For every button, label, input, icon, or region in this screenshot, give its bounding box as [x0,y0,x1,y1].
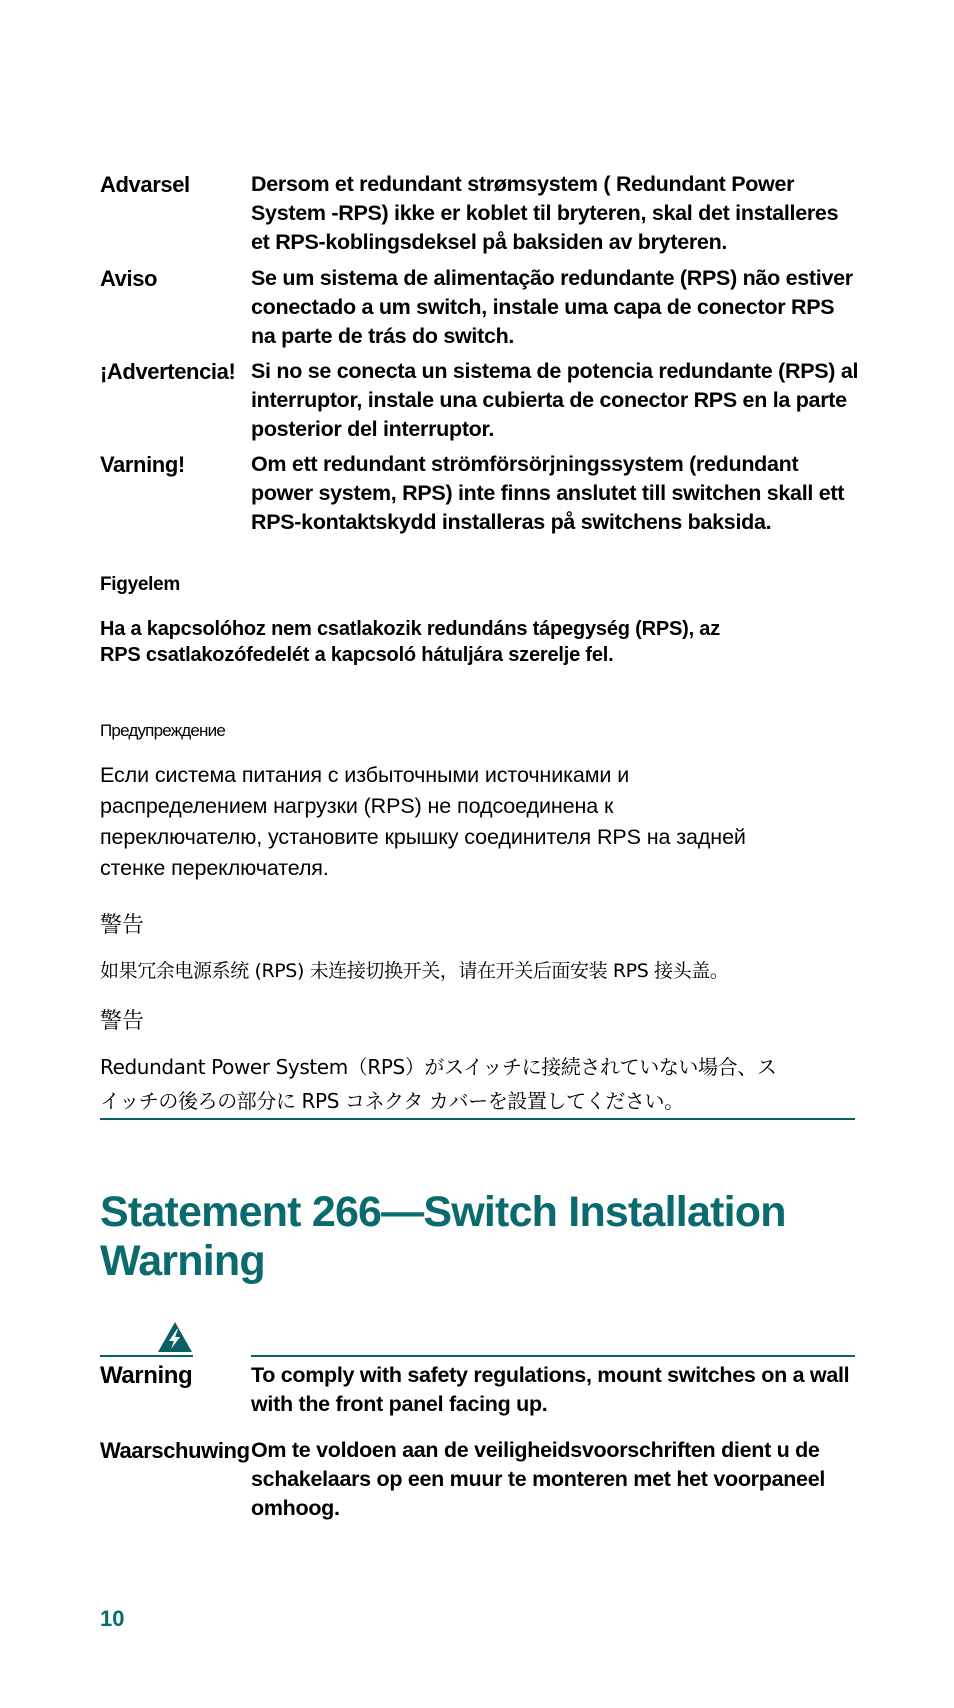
statement-title: Statement 266—Switch Installation Warning [100,1188,786,1285]
hungarian-text: Ha a kapcsolóhoz nem csatlakozik redundáns tápegység (RPS), az RPS csatlakozófedelét a kapcsoló hátuljára szerelje fel. [100,618,721,666]
warning-text: Om te voldoen aan de veiligheidsvoorschriften dient u de schakelaars op een muur te monteren met het voorpaneel omhoog. [251,1438,826,1520]
warning-label: Aviso [100,266,158,291]
warning-label: Waarschuwing [100,1438,250,1463]
warning-text: Se um sistema de alimentação redundante (RPS) não estiver conectado a um switch, instale uma capa de conector RPS na parte de trás do switch. [251,266,853,348]
warning-text: Dersom et redundant strømsystem ( Redundant Power System -RPS) ikke er koblet til bryteren, skal det installeres et RPS-koblingsdeksel på baksiden av bryteren. [251,172,839,254]
russian-label: Предупреждение [100,721,225,740]
warning-label: ¡Advertencia! [100,359,236,384]
chinese-text: 如果冗余电源系统 (RPS) 未连接切换开关，请在开关后面安装 RPS 接头盖。 [100,960,729,982]
hungarian-label: Figyelem [100,574,180,595]
page-number: 10 [100,1606,125,1631]
icon-underline [100,1355,193,1357]
warning-label: Warning [100,1362,193,1389]
chinese-label: 警告 [100,913,145,938]
section-divider [100,1118,855,1120]
warning-label: Advarsel [100,172,190,197]
warning-rule [251,1355,855,1357]
lightning-warning-triangle-icon [157,1321,193,1353]
warning-text: Si no se conecta un sistema de potencia redundante (RPS) al interruptor, instale una cubierta de conector RPS en la parte posterior del interruptor. [251,359,859,441]
russian-text: Если система питания с избыточными источниками и распределением нагрузки (RPS) не подсоединена к переключателю, установите крышку соединителя RPS на задней стенке переключателя. [100,763,746,880]
japanese-label: 警告 [100,1009,145,1034]
warning-text: Om ett redundant strömförsörjningssystem (redundant power system, RPS) inte finns anslutet till switchen skall ett RPS-kontaktskydd installeras på switchens baksida. [251,452,845,534]
warning-label: Varning! [100,452,185,477]
warning-text: To comply with safety regulations, mount switches on a wall with the front panel facing up. [251,1363,850,1416]
japanese-text: Redundant Power System（RPS）がスイッチに接続されていない場合、スイッチの後ろの部分に RPS コネクタ カバーを設置してください。 [100,1055,777,1113]
